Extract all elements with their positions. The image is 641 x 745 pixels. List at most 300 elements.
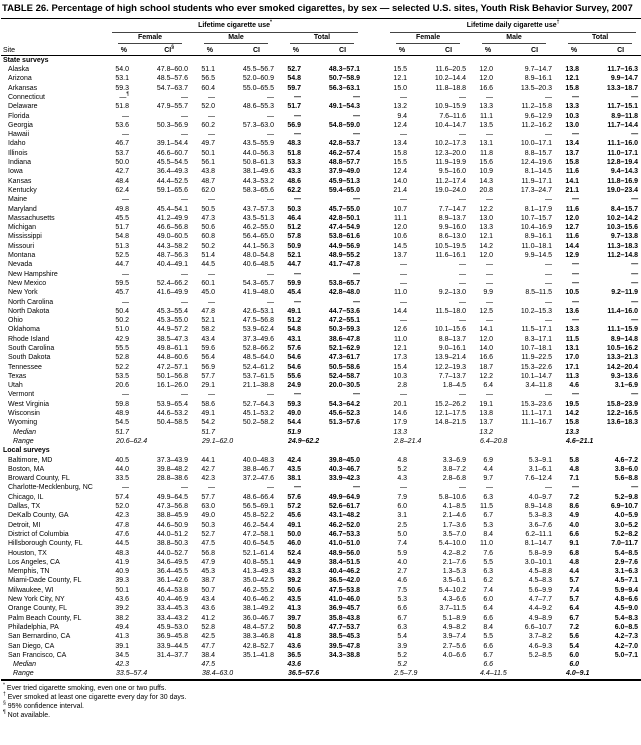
percent-cell: 12.9	[565, 252, 580, 260]
site-cell: Hawaii	[8, 131, 30, 139]
ci-cell: —	[545, 270, 553, 278]
ci-cell: —	[631, 317, 639, 325]
group-gap	[364, 418, 384, 427]
percent-cell: 43.6	[287, 642, 301, 650]
ci-cell: 9.6–12.9	[524, 112, 553, 120]
percent-cell: 13.1	[479, 140, 494, 148]
ci-cell: 10.3–15.6	[606, 224, 639, 232]
percent-cell: 4.4	[483, 465, 494, 473]
ci-cell: 5.4–8.3	[614, 614, 639, 622]
ci-cell: 10.7–15.7	[520, 214, 553, 222]
range-value: 38.4–63.0	[202, 670, 234, 678]
ci-cell: 49.8–61.1	[156, 345, 188, 352]
percent-cell: 15.5	[393, 159, 408, 167]
percent-cell: 45.7	[115, 289, 129, 297]
percent-cell: —	[486, 484, 494, 492]
ci-header: CI	[309, 44, 364, 56]
percent-cell: —	[122, 196, 129, 204]
ci-cell: 48.4–57.2	[242, 623, 274, 631]
ci-cell: 45.3–55.0	[156, 317, 188, 325]
section-label: Local surveys	[3, 447, 50, 455]
footnote-text: Ever tried cigarette smoking, even one or two puffs.	[6, 684, 167, 692]
ci-cell: 5.6–9.9	[528, 586, 553, 594]
ci-cell: 9.2–11.9	[611, 289, 639, 297]
group-gap	[364, 307, 384, 316]
site-cell: Maryland	[8, 205, 37, 213]
ci-cell: 48.5–64.0	[242, 354, 274, 362]
group-gap	[364, 474, 384, 483]
ci-cell: 40.8–55.1	[242, 558, 274, 566]
percent-cell: 62.4	[115, 186, 129, 194]
percent-cell: 50.2	[201, 242, 215, 250]
percent-cell: 7.2	[569, 623, 580, 631]
header-gap	[364, 33, 384, 44]
ci-cell: 46.4–53.8	[156, 586, 188, 594]
group-gap	[364, 576, 384, 585]
site-cell: Kansas	[8, 177, 32, 185]
ci-cell: 5.1–8.9	[442, 614, 467, 622]
empty-cell	[223, 428, 278, 437]
table-row	[1, 595, 641, 604]
group-gap	[364, 158, 384, 167]
percent-cell: 51.3	[115, 242, 129, 250]
percent-cell: 43.6	[201, 605, 215, 613]
ci-cell: 44.9–57.2	[156, 326, 188, 334]
percent-cell: 13.5	[479, 121, 494, 129]
percent-cell: 13.4	[393, 140, 408, 148]
ci-cell: 11.2–17.4	[435, 177, 467, 185]
percent-cell: 13.8	[479, 410, 494, 418]
percent-cell: 62.0	[201, 186, 215, 194]
percent-cell: 9.7	[483, 475, 494, 483]
ci-cell: 11.1–16.7	[521, 419, 553, 427]
percent-cell: 50.5	[201, 205, 215, 213]
table-row	[1, 567, 641, 576]
percent-cell: 49.0	[287, 410, 301, 418]
ci-header: CI	[415, 44, 470, 56]
ci-cell: —	[353, 391, 361, 399]
ci-cell: 5.3–9.1	[528, 456, 553, 464]
percent-cell: 50.3	[201, 521, 215, 529]
percent-cell: —	[208, 391, 215, 399]
site-cell: Maine	[8, 196, 28, 204]
ci-cell: 48.7–56.3	[156, 252, 188, 260]
group-gap	[364, 428, 384, 437]
header-gap	[364, 18, 384, 33]
group-gap	[364, 623, 384, 632]
percent-cell: —	[208, 112, 215, 120]
header-spacer	[1, 33, 106, 44]
group-gap	[364, 502, 384, 511]
ci-cell: 3.5–6.1	[442, 577, 467, 585]
percent-cell: 59.8	[115, 400, 129, 408]
percent-cell: 6.4	[569, 605, 580, 613]
ci-cell: 11.1–15.9	[607, 326, 639, 334]
group-gap	[364, 390, 384, 399]
median-label: Median	[13, 428, 36, 436]
percent-cell: 14.1	[565, 177, 580, 185]
percent-cell: 12.0	[479, 335, 494, 343]
ci-cell: 45.8–52.2	[242, 512, 274, 520]
percent-cell: 6.3	[483, 568, 494, 576]
ci-cell: 11.5–17.1	[521, 326, 553, 334]
ci-cell: 52.4–66.2	[156, 279, 188, 287]
site-cell: New York	[8, 289, 38, 297]
group-gap	[364, 604, 384, 613]
pct-header: %	[384, 44, 415, 56]
group-gap	[364, 325, 384, 334]
group-gap	[364, 539, 384, 548]
table-row	[1, 139, 641, 148]
range-row	[1, 437, 641, 446]
percent-cell: 54.6	[287, 354, 301, 362]
percent-cell: 59.9	[287, 279, 301, 287]
footnotes	[1, 681, 641, 721]
ci-cell: 44.6–53.2	[156, 410, 188, 418]
ci-cell: —	[181, 391, 188, 399]
site-cell: New Mexico	[8, 279, 47, 287]
table-row	[1, 149, 641, 158]
ci-cell: 10.2–17.3	[434, 140, 467, 148]
site-cell: Georgia	[8, 121, 33, 129]
percent-cell: —	[400, 317, 408, 325]
ci-cell: 41.6–49.9	[156, 289, 188, 297]
group-header-row	[1, 18, 641, 33]
table-row	[1, 483, 641, 492]
ci-cell: 17.3–24.7	[520, 186, 553, 194]
site-cell: Illinois	[8, 149, 28, 157]
ci-cell: 8.5–11.5	[525, 289, 553, 297]
range-value: 29.1–62.0	[202, 437, 234, 445]
percent-cell: 52.7	[201, 530, 215, 538]
percent-cell: 41.2	[201, 614, 215, 622]
footnote-text: 95% confidence interval.	[7, 703, 85, 711]
group-gap	[364, 205, 384, 214]
percent-cell: —	[486, 298, 494, 306]
percent-cell: 10.5	[565, 289, 580, 297]
ci-cell: 40.4–46.2	[328, 568, 361, 576]
percent-cell: —	[572, 391, 580, 399]
table-row	[1, 242, 641, 251]
percent-cell: 6.6	[483, 642, 494, 650]
ci-cell: 59.4–65.0	[328, 186, 361, 194]
percent-cell: 54.5	[115, 419, 129, 427]
percent-cell: —	[208, 298, 215, 306]
ci-cell: —	[459, 93, 467, 101]
table-row	[1, 325, 641, 334]
ci-cell: —	[267, 93, 274, 101]
ci-cell: 11.4–16.0	[607, 307, 639, 315]
group-gap	[364, 167, 384, 176]
table-row	[1, 558, 641, 567]
group-gap	[364, 595, 384, 604]
site-cell: Tennessee	[8, 363, 42, 371]
median-value: 51.7	[201, 428, 215, 436]
ci-cell: 44.0–51.2	[156, 530, 188, 538]
ci-cell: 50.8–61.3	[242, 159, 274, 167]
percent-cell: 39.2	[287, 577, 301, 585]
percent-cell: 49.8	[115, 205, 129, 213]
ci-cell: 38.6–47.8	[328, 335, 361, 343]
ci-cell: 42.8–53.7	[328, 140, 361, 148]
site-cell: Michigan	[8, 224, 37, 232]
ci-cell: 9.3–13.6	[610, 372, 639, 380]
ci-cell: 6.6–10.7	[524, 623, 553, 631]
ci-cell: 4.2–7.0	[614, 642, 639, 650]
table-row	[1, 586, 641, 595]
percent-cell: 56.9	[287, 121, 301, 129]
ci-cell: 11.3–18.3	[607, 242, 639, 250]
percent-cell: 50.7	[201, 586, 215, 594]
table-row	[1, 232, 641, 241]
ci-cell: 42.6–53.1	[242, 307, 274, 315]
table-row	[1, 576, 641, 585]
ci-cell: 38.3–46.8	[242, 633, 274, 641]
percent-cell: 47.7	[201, 642, 215, 650]
percent-cell: 45.3	[201, 568, 215, 576]
table-row	[1, 130, 641, 139]
percent-cell: 7.2	[569, 493, 580, 501]
ci-cell: 45.5–54.5	[156, 159, 188, 167]
range-value: 4.0–9.1	[566, 670, 590, 678]
group-gap	[364, 316, 384, 325]
ci-cell: —	[459, 484, 467, 492]
percent-cell: —	[486, 93, 494, 101]
percent-cell: —	[294, 131, 301, 139]
percent-cell: —	[572, 298, 580, 306]
percent-cell: 44.7	[115, 261, 129, 269]
ci-cell: —	[631, 484, 639, 492]
site-cell: Mississippi	[8, 233, 42, 241]
group-gap	[364, 288, 384, 297]
percent-cell: 5.4	[569, 642, 580, 650]
percent-cell: 12.7	[565, 224, 580, 232]
group-gap	[364, 102, 384, 111]
ci-cell: 8.9–16.1	[524, 233, 553, 241]
ci-cell: —	[353, 112, 361, 120]
ci-cell: —	[267, 484, 274, 492]
ci-cell: 53.9–65.4	[156, 400, 188, 408]
percent-cell: 6.7	[483, 512, 494, 520]
percent-cell: 12.0	[479, 252, 494, 260]
percent-cell: 13.7	[479, 419, 494, 427]
group-gap	[364, 669, 384, 679]
ci-cell: 47.2–55.1	[328, 317, 361, 325]
data-table	[1, 18, 641, 681]
ci-cell: 35.1–41.8	[242, 651, 274, 659]
ci-cell: 13.3–21.3	[606, 354, 639, 362]
group-gap	[364, 363, 384, 372]
table-row	[1, 288, 641, 297]
percent-cell: 60.4	[201, 84, 215, 92]
table-row	[1, 521, 641, 530]
group-gap	[364, 344, 384, 353]
ci-cell: —	[545, 317, 553, 325]
percent-cell: 12.4	[393, 121, 408, 129]
percent-cell: 5.6	[569, 633, 580, 641]
percent-cell: —	[486, 270, 494, 278]
ci-cell: 48.9–55.2	[328, 252, 361, 260]
ci-cell: 11.7–14.4	[607, 121, 639, 129]
ci-cell: 39.8–45.0	[328, 456, 361, 464]
percent-cell: 50.1	[115, 586, 129, 594]
ci-cell: 35.8–43.8	[328, 614, 361, 622]
percent-cell: 53.5	[115, 372, 129, 380]
group-gap	[364, 335, 384, 344]
percent-cell: 45.5	[115, 214, 129, 222]
percent-cell: 17.3	[393, 354, 408, 362]
ci-cell: 59.1–65.6	[156, 186, 188, 194]
percent-cell: 43.4	[201, 335, 215, 343]
table-row	[1, 400, 641, 409]
percent-cell: 11.6	[565, 168, 580, 176]
percent-cell: 33.5	[115, 475, 129, 483]
ci-header: CI	[223, 44, 278, 56]
ci-cell: 11.0–17.1	[607, 149, 639, 157]
site-cell: Wisconsin	[8, 410, 40, 418]
percent-cell: 16.6	[479, 354, 494, 362]
median-value: 43.6	[287, 661, 301, 669]
group-gap	[364, 660, 384, 669]
ci-cell: —	[181, 196, 188, 204]
table-row	[1, 549, 641, 558]
empty-cell	[501, 428, 556, 437]
footnote-symbol: †	[3, 691, 6, 698]
ci-cell: 10.5–19.5	[434, 242, 467, 250]
percent-cell: 6.0	[569, 651, 580, 659]
ci-cell: 53.8–61.6	[328, 233, 361, 241]
footnote	[3, 711, 641, 720]
ci-cell: 46.7–53.3	[328, 530, 361, 538]
percent-cell: —	[122, 270, 129, 278]
site-cell: Nevada	[8, 261, 33, 269]
ci-cell: 41.7–47.8	[328, 261, 361, 269]
percent-cell: —	[572, 270, 580, 278]
percent-cell: 42.7	[115, 168, 129, 176]
table-row	[1, 335, 641, 344]
site-cell: Boston, MA	[8, 465, 45, 473]
ci-cell: 48.5–57.6	[156, 75, 188, 83]
table-row	[1, 474, 641, 483]
subheader-female-2: Female	[384, 33, 470, 44]
percent-cell: 10.3	[393, 372, 408, 380]
percent-cell: 51.8	[115, 103, 129, 111]
site-cell: Vermont	[8, 391, 35, 399]
ci-cell: 19.0–23.4	[606, 186, 639, 194]
ci-cell: —	[181, 93, 188, 101]
ci-cell: 47.2–58.1	[242, 530, 274, 538]
ci-cell: 38.1–49.6	[242, 168, 274, 176]
percent-cell: 3.9	[397, 642, 408, 650]
ci-cell: 4.2–8.2	[442, 549, 467, 557]
group-gap	[364, 279, 384, 288]
site-cell: Utah	[8, 382, 23, 390]
ci-cell: 11.2–16.2	[521, 121, 553, 129]
percent-cell: 38.1	[287, 475, 301, 483]
percent-cell: 12.4	[393, 168, 408, 176]
percent-cell: 12.0	[393, 224, 408, 232]
ci-cell: —	[459, 279, 467, 287]
ci-cell: 48.6–55.3	[242, 103, 274, 111]
ci-cell: 43.1–48.2	[328, 512, 361, 520]
percent-cell: —	[572, 484, 580, 492]
empty-cell	[223, 660, 278, 669]
ci-cell: —	[353, 484, 361, 492]
group-gap	[364, 642, 384, 651]
group-gap	[364, 400, 384, 409]
percent-cell: 49.0	[201, 512, 215, 520]
group-gap	[364, 121, 384, 130]
table-row	[1, 307, 641, 316]
table-row	[1, 121, 641, 130]
percent-cell: 42.4	[287, 456, 301, 464]
ci-cell: —	[459, 131, 467, 139]
ci-cell: 52.4–61.2	[242, 363, 274, 371]
percent-cell: 7.9	[397, 493, 408, 501]
ci-cell: 42.8–48.0	[328, 289, 361, 297]
percent-cell: 19.5	[565, 400, 580, 408]
percent-cell: 54.8	[287, 75, 301, 83]
percent-cell: 15.8	[393, 149, 408, 157]
group-gap	[364, 270, 384, 279]
ci-cell: 12.2–16.5	[606, 410, 639, 418]
percent-cell: 12.1	[393, 75, 408, 83]
ci-cell: 10.1–14.7	[520, 372, 553, 380]
ci-cell: 10.5–16.2	[606, 345, 639, 352]
ci-cell: 44.0–56.3	[242, 149, 274, 157]
percent-cell: 57.8	[287, 233, 301, 241]
ci-cell: 55.0–65.5	[242, 84, 274, 92]
percent-cell: 14.6	[393, 410, 408, 418]
table-row	[1, 604, 641, 613]
percent-cell: 54.4	[287, 419, 301, 427]
percent-cell: 63.0	[201, 503, 215, 511]
group-gap	[364, 437, 384, 446]
percent-cell: 50.9	[287, 242, 301, 250]
ci-cell: 52.6–61.7	[328, 503, 361, 511]
group-gap	[364, 93, 384, 102]
percent-cell: 11.6	[565, 205, 580, 213]
percent-cell: 15.5	[393, 66, 408, 74]
ci-cell: 11.7–16.3	[607, 66, 639, 74]
percent-cell: 12.1	[565, 75, 580, 83]
percent-cell: 42.3	[115, 512, 129, 520]
ci-cell: 33.9–42.3	[328, 475, 361, 483]
percent-cell: 11.5	[565, 335, 580, 343]
percent-cell: —	[294, 298, 301, 306]
group-gap	[364, 511, 384, 520]
table-row	[1, 65, 641, 74]
ci-cell: 38.5–45.3	[328, 633, 361, 641]
table-row	[1, 195, 641, 204]
group-gap	[364, 130, 384, 139]
site-column-header: Site	[1, 44, 106, 56]
percent-cell: —	[400, 298, 408, 306]
group-gap	[364, 483, 384, 492]
percent-cell: 11.8	[479, 149, 494, 157]
percent-cell: —	[400, 391, 408, 399]
header-gap	[364, 44, 384, 56]
percent-cell: 45.6	[287, 512, 301, 520]
ci-cell: 37.3–43.9	[156, 456, 188, 464]
section-state	[1, 55, 641, 446]
percent-cell: 14.0	[479, 345, 494, 352]
site-cell: Houston, TX	[8, 549, 47, 557]
ci-cell: 45.7–55.0	[328, 205, 361, 213]
ci-cell: 3.7–11.5	[439, 605, 467, 613]
group-gap	[364, 214, 384, 223]
ci-cell: 11.1–17.1	[521, 410, 553, 418]
